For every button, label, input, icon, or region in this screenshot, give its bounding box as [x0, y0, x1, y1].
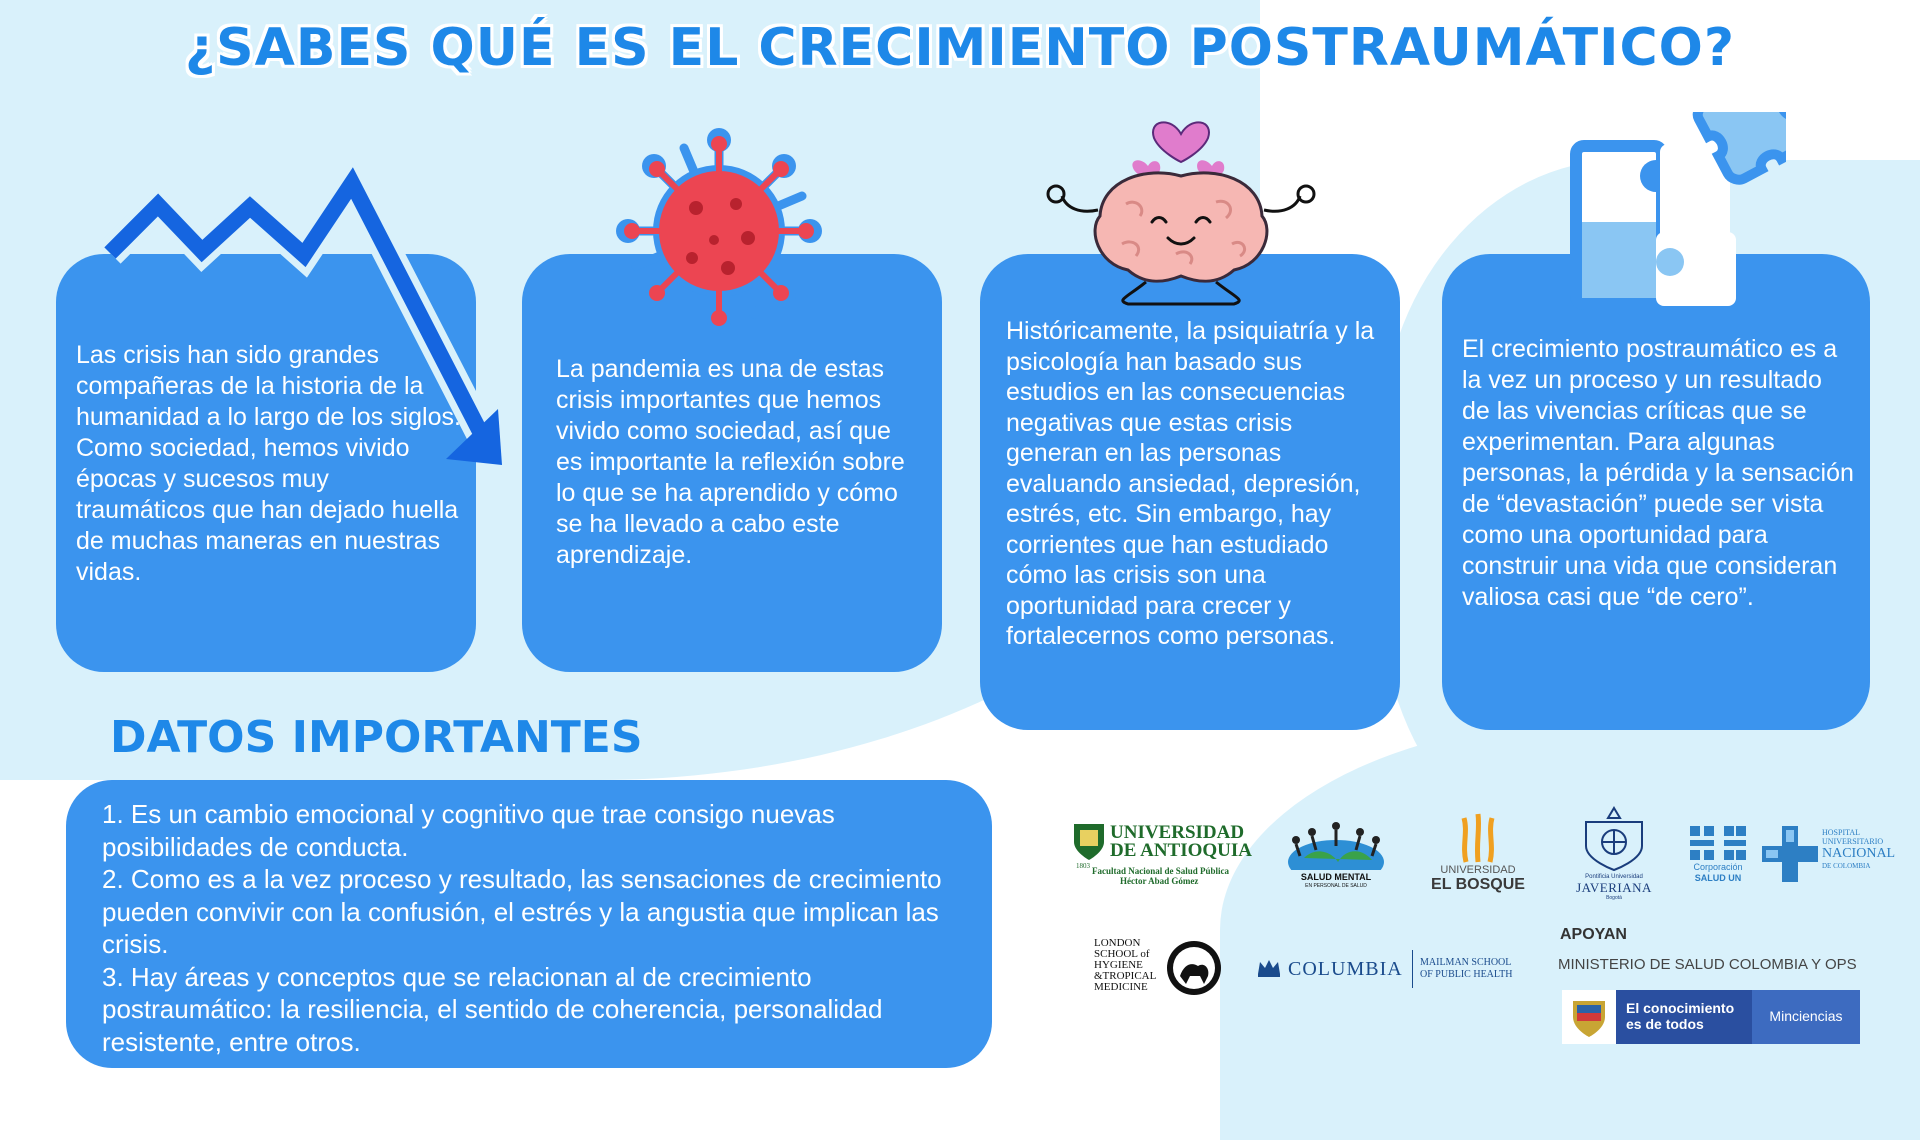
hospital-line1: HOSPITAL [1822, 828, 1861, 837]
mailman-line1: MAILMAN SCHOOL [1420, 957, 1512, 968]
minciencias-shield-box [1562, 990, 1616, 1044]
virus-icon [616, 128, 822, 334]
hospital-line2: UNIVERSITARIO [1822, 837, 1884, 846]
udea-line1: UNIVERSIDAD [1110, 822, 1245, 843]
datos-box [66, 780, 992, 1068]
london-line1: LONDON [1094, 937, 1141, 949]
info-card-2-text: La pandemia es una de estas crisis importantes que hemos vivido como sociedad, así que es importante la reflexión sobre lo que se ha aprendido y cómo se ha llevado a cabo este aprendizaje. [556, 355, 905, 569]
hospital-cross-icon [1762, 826, 1818, 882]
info-card-4 [1442, 254, 1870, 730]
columbia-name: COLUMBIA [1288, 958, 1403, 980]
london-line4: &TROPICAL [1094, 970, 1157, 982]
salud-mental-sub: EN PERSONAL DE SALUD [1305, 883, 1367, 889]
logo-salud-mental [1282, 818, 1390, 892]
datos-title: DATOS IMPORTANTES [110, 712, 643, 763]
hospital-line4: DE COLOMBIA [1822, 862, 1871, 870]
logo-hospital-nacional [1762, 826, 1894, 884]
mailman-line2: OF PUBLIC HEALTH [1420, 969, 1513, 980]
colombia-shield-icon [1569, 995, 1609, 1039]
info-card-3 [980, 254, 1400, 730]
datos-item-3: 3. Hay áreas y conceptos que se relacionan al de crecimiento postraumático: la resiliencia, el sentido de coherencia, personalidad resistente, entre otros. [102, 961, 883, 1057]
ministerio-label: MINISTERIO DE SALUD COLOMBIA Y OPS [1558, 956, 1857, 973]
london-line2: SCHOOL of [1094, 948, 1150, 960]
datos-item-1: 1. Es un cambio emocional y cognitivo que trae consigo nuevas posibilidades de conducta. [102, 799, 835, 862]
meditating-brain-icon [1036, 104, 1326, 310]
datos-item-2: 2. Como es a la vez proceso y resultado, las sensaciones de crecimiento pueden convivir con la confusión, el estrés y la angustia que implican las crisis. [102, 864, 942, 959]
udea-sub2: Héctor Abad Gómez [1120, 876, 1199, 886]
hospital-line3: NACIONAL [1822, 846, 1896, 861]
info-card-4-text: El crecimiento postraumático es a la vez un proceso y un resultado de las vivencias críticas que se experimentan. Para algunas personas, la pérdida y la sensación de “devastación” puede ser vista como una oportunidad para construir una vida que consideran valiosa casi que “de cero”. [1462, 335, 1854, 611]
logo-el-bosque [1430, 812, 1526, 896]
puzzle-icon [1560, 112, 1786, 312]
minciencias-left-panel [1616, 990, 1752, 1044]
javeriana-city: Bogotá [1606, 895, 1622, 901]
info-card-1-text: Las crisis han sido grandes compañeras de la historia de la humanidad a lo largo de los siglos. Como sociedad, hemos vivido épocas y sucesos muy traumáticos que han dejado huella de muchas maneras en nuestras vidas. [76, 341, 461, 586]
udea-shield-icon [1072, 822, 1106, 862]
udea-line2: DE ANTIOQUIA [1110, 840, 1252, 861]
udea-year: 1803 [1076, 862, 1090, 870]
logo-javeriana [1576, 806, 1652, 902]
logo-minciencias [1562, 990, 1860, 1044]
london-crest-icon [1166, 938, 1222, 998]
minciencias-line1: El conocimiento [1626, 1000, 1735, 1016]
apoyan-label: APOYAN [1560, 926, 1627, 943]
info-card-3-text: Históricamente, la psiquiatría y la psicología han basado sus estudios en las consecuencias negativas que estas crisis generan en las personas evaluando ansiedad, depresión, estrés, etc. Sin embargo, hay corrientes que han estudiado cómo las crisis son una oportunidad para crecer y fortalecernos como personas. [1006, 317, 1375, 650]
javeriana-crest-icon [1576, 806, 1652, 872]
london-line5: MEDICINE [1094, 981, 1148, 993]
minciencias-line2: es de todos [1626, 1016, 1704, 1032]
london-line3: HYGIENE [1094, 959, 1143, 971]
columbia-crown-icon [1256, 958, 1282, 978]
saludun-line2: SALUD UN [1694, 873, 1742, 883]
javeriana-name: JAVERIANA [1576, 880, 1652, 895]
udea-sub1: Facultad Nacional de Salud Pública [1092, 866, 1230, 876]
bosque-line2: EL BOSQUE [1431, 876, 1525, 893]
logo-columbia [1256, 948, 1518, 992]
bosque-line1: UNIVERSIDAD [1440, 864, 1516, 876]
logo-salud-un [1688, 826, 1748, 886]
logo-london-school [1094, 938, 1224, 1002]
bosque-emblem-icon [1458, 812, 1498, 864]
salud-un-grid-icon [1690, 826, 1746, 860]
javeriana-small: Pontificia Universidad [1585, 874, 1643, 880]
columbia-divider [1412, 950, 1413, 988]
minciencias-right-panel [1752, 990, 1860, 1044]
saludun-line1: Corporación [1693, 862, 1743, 872]
minciencias-line3: Minciencias [1769, 1008, 1843, 1024]
salud-mental-label: SALUD MENTAL [1300, 872, 1372, 882]
page-title: ¿SABES QUÉ ES EL CRECIMIENTO POSTRAUMÁTICO? [184, 18, 1736, 78]
declining-arrow-icon [90, 165, 510, 475]
globe-people-icon [1282, 818, 1390, 870]
